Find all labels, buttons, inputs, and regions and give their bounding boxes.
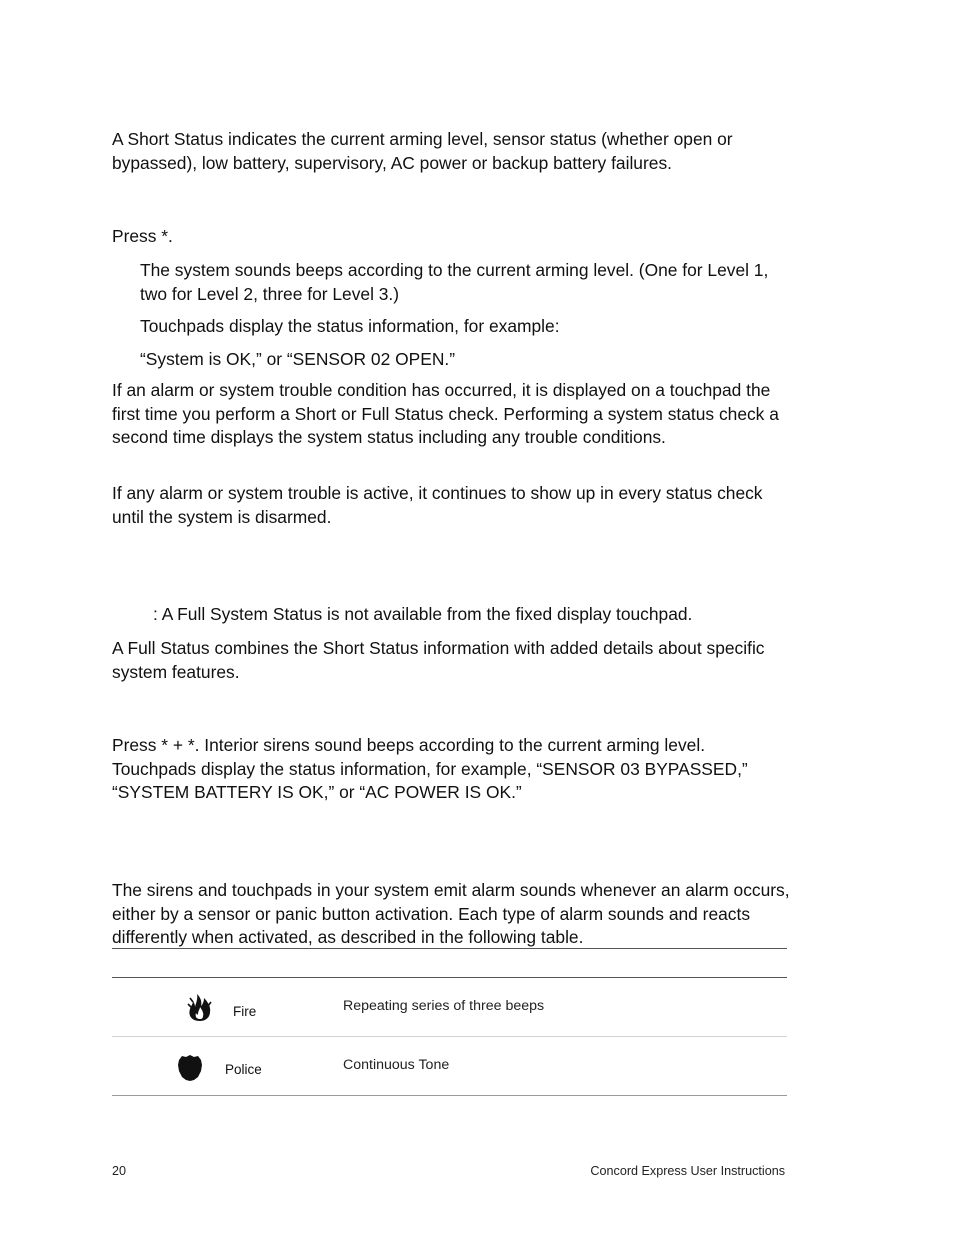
full-status-note: : A Full System Status is not available from the fixed display touchpad. [153,604,693,624]
short-status-result-example: “System is OK,” or “SENSOR 02 OPEN.” [140,349,456,369]
full-status-intro: A Full Status combines the Short Status information with added details about specific system features. [112,638,765,682]
active-trouble-note: If any alarm or system trouble is active, it continues to show up in every status check until the system is disarmed. [112,483,763,527]
document-title: Concord Express User Instructions [590,1164,785,1178]
full-status-step: Press * + *. Interior sirens sound beeps according to the current arming level. Touchpads display the status information, for example, “SENSOR 03 BYPASSED,” “SYSTEM BATTERY IS OK,” or “AC POWER IS OK.” [112,735,748,802]
alarm-sound-description: Continuous Tone [343,1057,450,1073]
short-status-result-display: Touchpads display the status information, for example: [140,316,560,336]
short-status-result-beeps: The system sounds beeps according to the current arming level. (One for Level 1, two for Level 2, three for Level 3.) [140,260,769,304]
police-badge-icon [177,1054,203,1087]
short-status-step: Press *. [112,226,173,246]
short-status-intro: A Short Status indicates the current arming level, sensor status (whether open or bypassed), low battery, supervisory, AC power or backup battery failures. [112,129,733,173]
fire-icon [186,992,214,1027]
alarm-sound-description: Repeating series of three beeps [343,998,545,1014]
table-header-rule [112,977,787,978]
alarm-type-label: Fire [233,1004,257,1019]
table-bottom-rule [112,1095,787,1096]
page-number: 20 [112,1164,127,1178]
alarm-sounds-intro: The sirens and touchpads in your system emit alarm sounds whenever an alarm occurs, either by a sensor or panic button activation. Each type of alarm sounds and reacts differently when activated, as described in the following table. [112,880,790,947]
alarm-trouble-note: If an alarm or system trouble condition has occurred, it is displayed on a touchpad the first time you perform a Short or Full Status check. Performing a system status check a second time displays the system status including any trouble conditions. [112,380,779,447]
alarm-type-label: Police [225,1062,262,1077]
row-divider [112,1036,787,1037]
table-top-rule [112,948,787,949]
